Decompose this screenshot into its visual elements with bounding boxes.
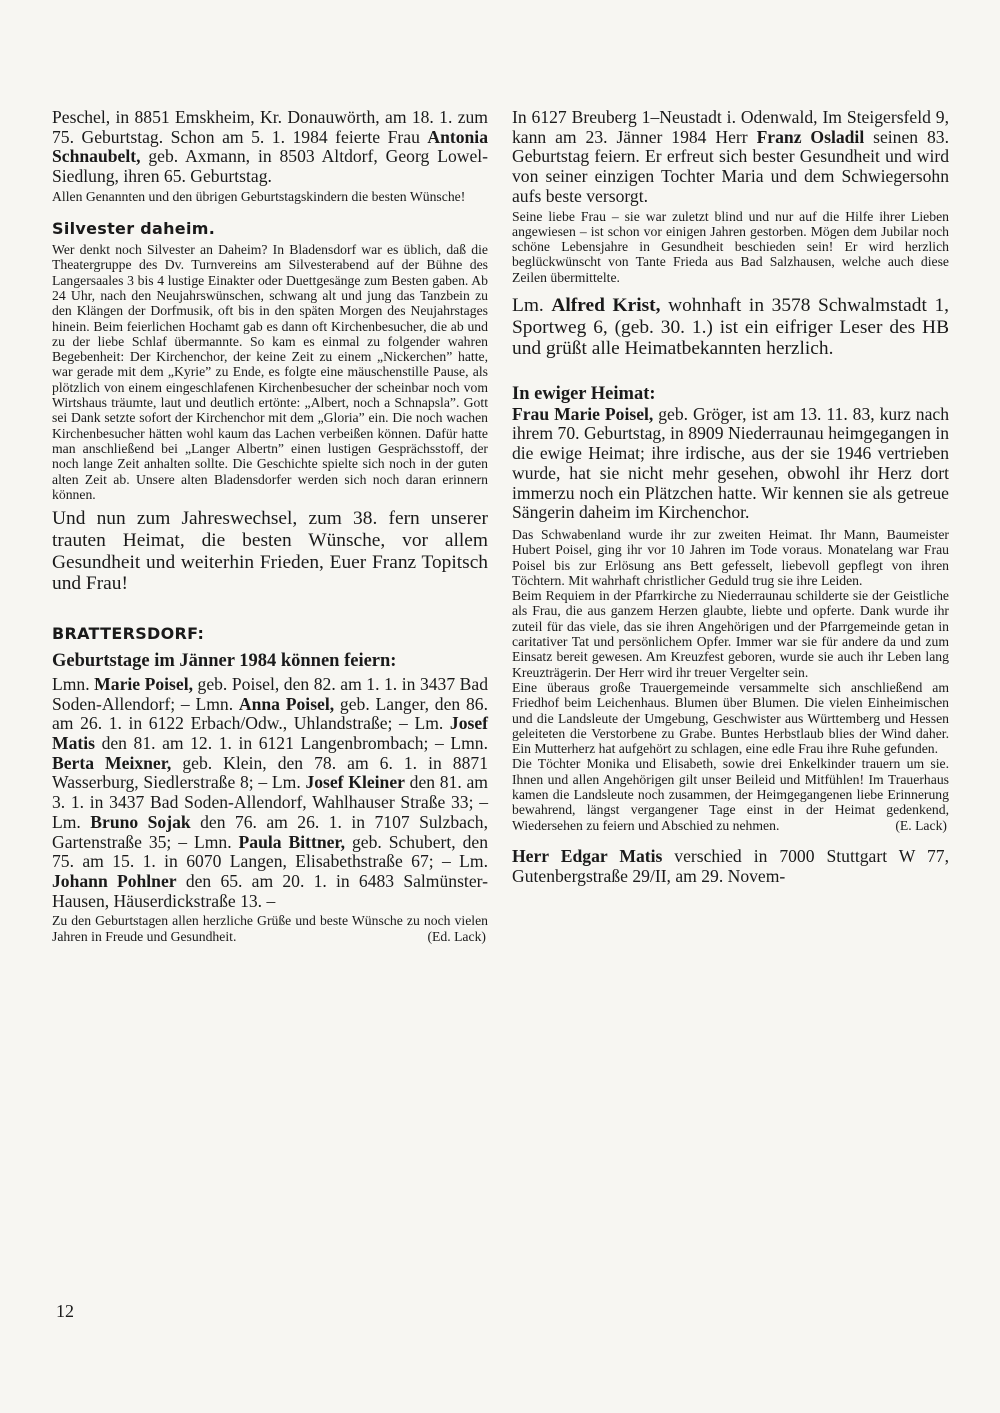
bold-name: Bruno Sojak	[90, 811, 191, 832]
poisel-paragraph-4: Die Töchter Monika und Elisabeth, sowie drei Enkelkinder trauern um sie. Ihnen und allen Angehörigen gilt unser Beileid und Mitfühlen! Im Trauerhaus kamen die Landsleute noch zusammen, der Heimgegangenen liebe Erinnerung bewahrend, längst vergangener Tage einst in der Heimat gedenkend, Wiedersehen zu feiern und Abschied zu nehmen.	[512, 756, 949, 833]
text-run: seinen 83. Geburtstag feiern. Er erfreut sich bester Gesundheit und wird von seiner einzigen Tochter Maria und dem Schwiegersohn aufs beste versorgt.	[512, 126, 949, 206]
intro-paragraph	[52, 108, 488, 187]
bold-name: Antonia Schnaubelt,	[52, 126, 488, 167]
bold-name: Franz Osladil	[756, 126, 865, 147]
text-run: Lmn.	[52, 673, 95, 694]
text-run: geb. Klein, den 78. am 6. 1. in 8871 Wasserburg, Siedlerstraße 8; – Lm.	[52, 752, 488, 793]
bold-name: Anna Poisel,	[238, 693, 335, 714]
bold-name: Josef Kleiner	[305, 772, 405, 793]
bold-name: Josef Matis	[52, 713, 488, 754]
bold-name: Marie Poisel,	[94, 673, 193, 694]
osladil-small-paragraph: Seine liebe Frau – sie war zuletzt blind und nur auf die Hilfe ihrer Lieben angewiesen – ist schon vor einigen Jahren gestorben. Mögen dem Jubilar noch schöne Lebensjahre in Gesundheit beschieden sein! Er wird herzlich beglückwünscht von Tante Frieda aus Bad Salzhausen, welche auch diese Zeilen übermittelte.	[512, 208, 949, 285]
silvester-paragraph: Wer denkt noch Silvester an Daheim? In Bladensdorf war es üblich, daß die Theatergruppe des Dv. Turnvereins am Silvesterabend auf der Bühne des Langersaales 3 bis 4 lustige Einakter oder Duettgesänge zum Besten gaben. Ab 24 Uhr, nach den Neujahrswünschen, schwang alt und jung das Tanzbein zu den Klängen der Dorfmusik, oft bis in den späten Morgen des Neujahrstages hinein. Beim feierlichen Hochamt gab es dann oft Kirchenbesucher, die ab und zu der liebe Schlaf übermannte. So kam es einmal zu folgender wahren Begebenheit: Der Kirchenchor, der keine Zeit zu einem „Nickerchen” hatte, war gerade mit dem „Kyrie” zu Ende, es folgte eine mäuschenstille Pause, als plötzlich von einem eingeschlafenen Kirchenbesucher der scheinbar noch vom Wirtshaus träumte, laut und deutlich ertönte: „Albert, noch a Schnapsla”. Gott sei Dank setzte sofort der Kirchenchor mit dem „Gloria” ein. Die noch wachen Kirchenbesucher hätten wohl kaum das Lachen verbeißen können. Dafür hatte man anschließend bei „Langer Albertn” einen lustigen Gesprächsstoff, der noch lange Zeit anhalten sollte. Die Geschichte spielte sich noch in der guten alten Zeit ab. Unsere alten Bladensdorfer werden sich noch daran erinnern können.	[52, 242, 488, 502]
closing-text: Zu den Geburtstagen allen herzliche Grüße und beste Wünsche zu noch vielen Jahren in Freude und Gesundheit.	[52, 913, 488, 944]
osladil-paragraph	[512, 108, 949, 207]
bold-name: Alfred Krist,	[551, 295, 661, 316]
poisel-paragraph-1: Das Schwabenland wurde ihr zur zweiten Heimat. Ihr Mann, Baumeister Hubert Poisel, ging ihr vor 10 Jahren im Tode voraus. Monatelang war Frau Poisel bis zur Erlösung ans Bett gefesselt, liebevoll gepflegt von ihren Töchtern. Mit wahrhaft christlicher Geduld trug sie ihre Leiden.	[512, 527, 949, 588]
birthday-heading: Geburtstage im Jänner 1984 können feiern:	[52, 650, 397, 671]
silvester-heading: Silvester daheim.	[52, 219, 216, 239]
birthday-list	[52, 675, 488, 911]
text-run: den 76. am 26. 1. in 7107 Sulzbach, Gartenstraße 35; – Lmn.	[52, 811, 488, 852]
text-run: den 65. am 20. 1. in 6483 Salmünster-Hausen, Häuserdickstraße 13. –	[52, 871, 488, 911]
text-run: Peschel, in 8851 Emskheim, Kr. Donauwörth, am 18. 1. zum 75. Geburtstag. Schon am 5. 1. 1984 feierte Frau	[52, 107, 488, 147]
text-run: geb. Schubert, den 75. am 15. 1. in 6070 Langen, Elisabethstraße 67; – Lm.	[52, 831, 488, 872]
matis-paragraph	[512, 847, 949, 886]
poisel-paragraph-3: Eine überaus große Trauergemeinde versammelte sich anschließend am Friedhof beim Leichenhaus. Blumen über Blumen. Die vielen Einheimischen und die Landsleute der Umgebung, Geschwister aus Württemberg und Hessen geleiteten die Verstorbene zu Grabe. Buntes Herbstlaub blies der Wind daher. Ein Mutterherz hat aufgehört zu schlagen, eine edle Frau ihre Ruhe gefunden.	[512, 679, 949, 757]
bold-name: Berta Meixner,	[52, 752, 172, 773]
right-column	[512, 108, 949, 887]
poisel-obituary	[512, 405, 949, 523]
brattersdorf-heading: BRATTERSDORF:	[52, 623, 205, 643]
poisel-paragraph-2: Beim Requiem in der Pfarrkirche zu Niederraunau schilderte sie der Geistliche als Frau, die aus ganzem Herzen glaubte, liebte und opferte. Dank wurde ihr zuteil für das viele, das sie ihren Angehörigen und der Pfarrgemeinde getan in caritativer Tat und persönlichem Opfer. Immer war sie für andere da und zum Einsatz bereit gewesen. Am Kreuzfest geboren, wurde sie auch ihr Leben lang Kreuzträgerin. Der Herr wird ihr treuer Vergelter sein.	[512, 588, 949, 680]
poisel-signature: (E. Lack)	[895, 817, 947, 833]
closing-signature: (Ed. Lack)	[427, 929, 486, 944]
bold-name: Herr Edgar Matis	[512, 846, 663, 867]
bold-name: Johann Pohlner	[52, 871, 177, 891]
wishes-paragraph: Allen Genannten und den übrigen Geburtstagskindern die besten Wünsche!	[52, 188, 466, 204]
text-run: den 81. am 12. 1. in 6121 Langenbrombach; – Lmn.	[95, 733, 488, 754]
text-run: geb. Gröger, ist am 13. 11. 83, kurz nach ihrem 70. Geburtstag, in 8909 Niederraunau heimgegangen in die ewige Heimat; ihre irdische, aus der sie 1946 vertrieben wurde, hat sie nicht mehr gesehen, obwohl ihr Herz dort immerzu noch ein Plätzchen hatte. Wir kennen sie als getreue Sängerin daheim im Kirchenchor.	[512, 403, 950, 523]
page-number: 12	[56, 1301, 74, 1321]
text-run: Lm.	[512, 295, 552, 316]
newyear-paragraph: Und nun zum Jahreswechsel, zum 38. fern unserer trauten Heimat, die besten Wünsche, vor allem Gesundheit und weiterhin Frieden, Euer Franz Topitsch und Frau!	[52, 508, 488, 595]
text-run: geb. Langer, den 86. am 26. 1. in 6122 Erbach/Odw., Uhlandstraße; – Lm.	[52, 693, 488, 734]
text-run: geb. Axmann, in 8503 Altdorf, Georg Lowel-Siedlung, ihren 65. Geburtstag.	[52, 146, 488, 187]
text-run: geb. Poisel, den 82. am 1. 1. in 3437 Bad Soden-Allendorf; – Lmn.	[52, 673, 489, 714]
bold-name: Paula Bittner,	[238, 831, 346, 852]
left-column	[52, 108, 488, 944]
text-run: den 81. am 3. 1. in 3437 Bad Soden-Allendorf, Wahlhauser Straße 33; – Lm.	[52, 772, 488, 832]
text-run: verschied in 7000 Stuttgart W 77, Gutenbergstraße 29/II, am 29. Novem-	[512, 846, 949, 886]
krist-paragraph	[512, 295, 949, 360]
text-run: wohnhaft in 3578 Schwalmstadt 1, Sportweg 6, (geb. 30. 1.) ist ein eifriger Leser des HB und grüßt alle Heimatbekannten herzlich.	[512, 295, 949, 360]
text-run: In 6127 Breuberg 1–Neustadt i. Odenwald, Im Steigersfeld 9, kann am 23. Jänner 1984 Herr	[512, 107, 949, 147]
eternal-home-heading: In ewiger Heimat:	[512, 383, 656, 404]
bold-name: Frau Marie Poisel,	[512, 403, 654, 424]
